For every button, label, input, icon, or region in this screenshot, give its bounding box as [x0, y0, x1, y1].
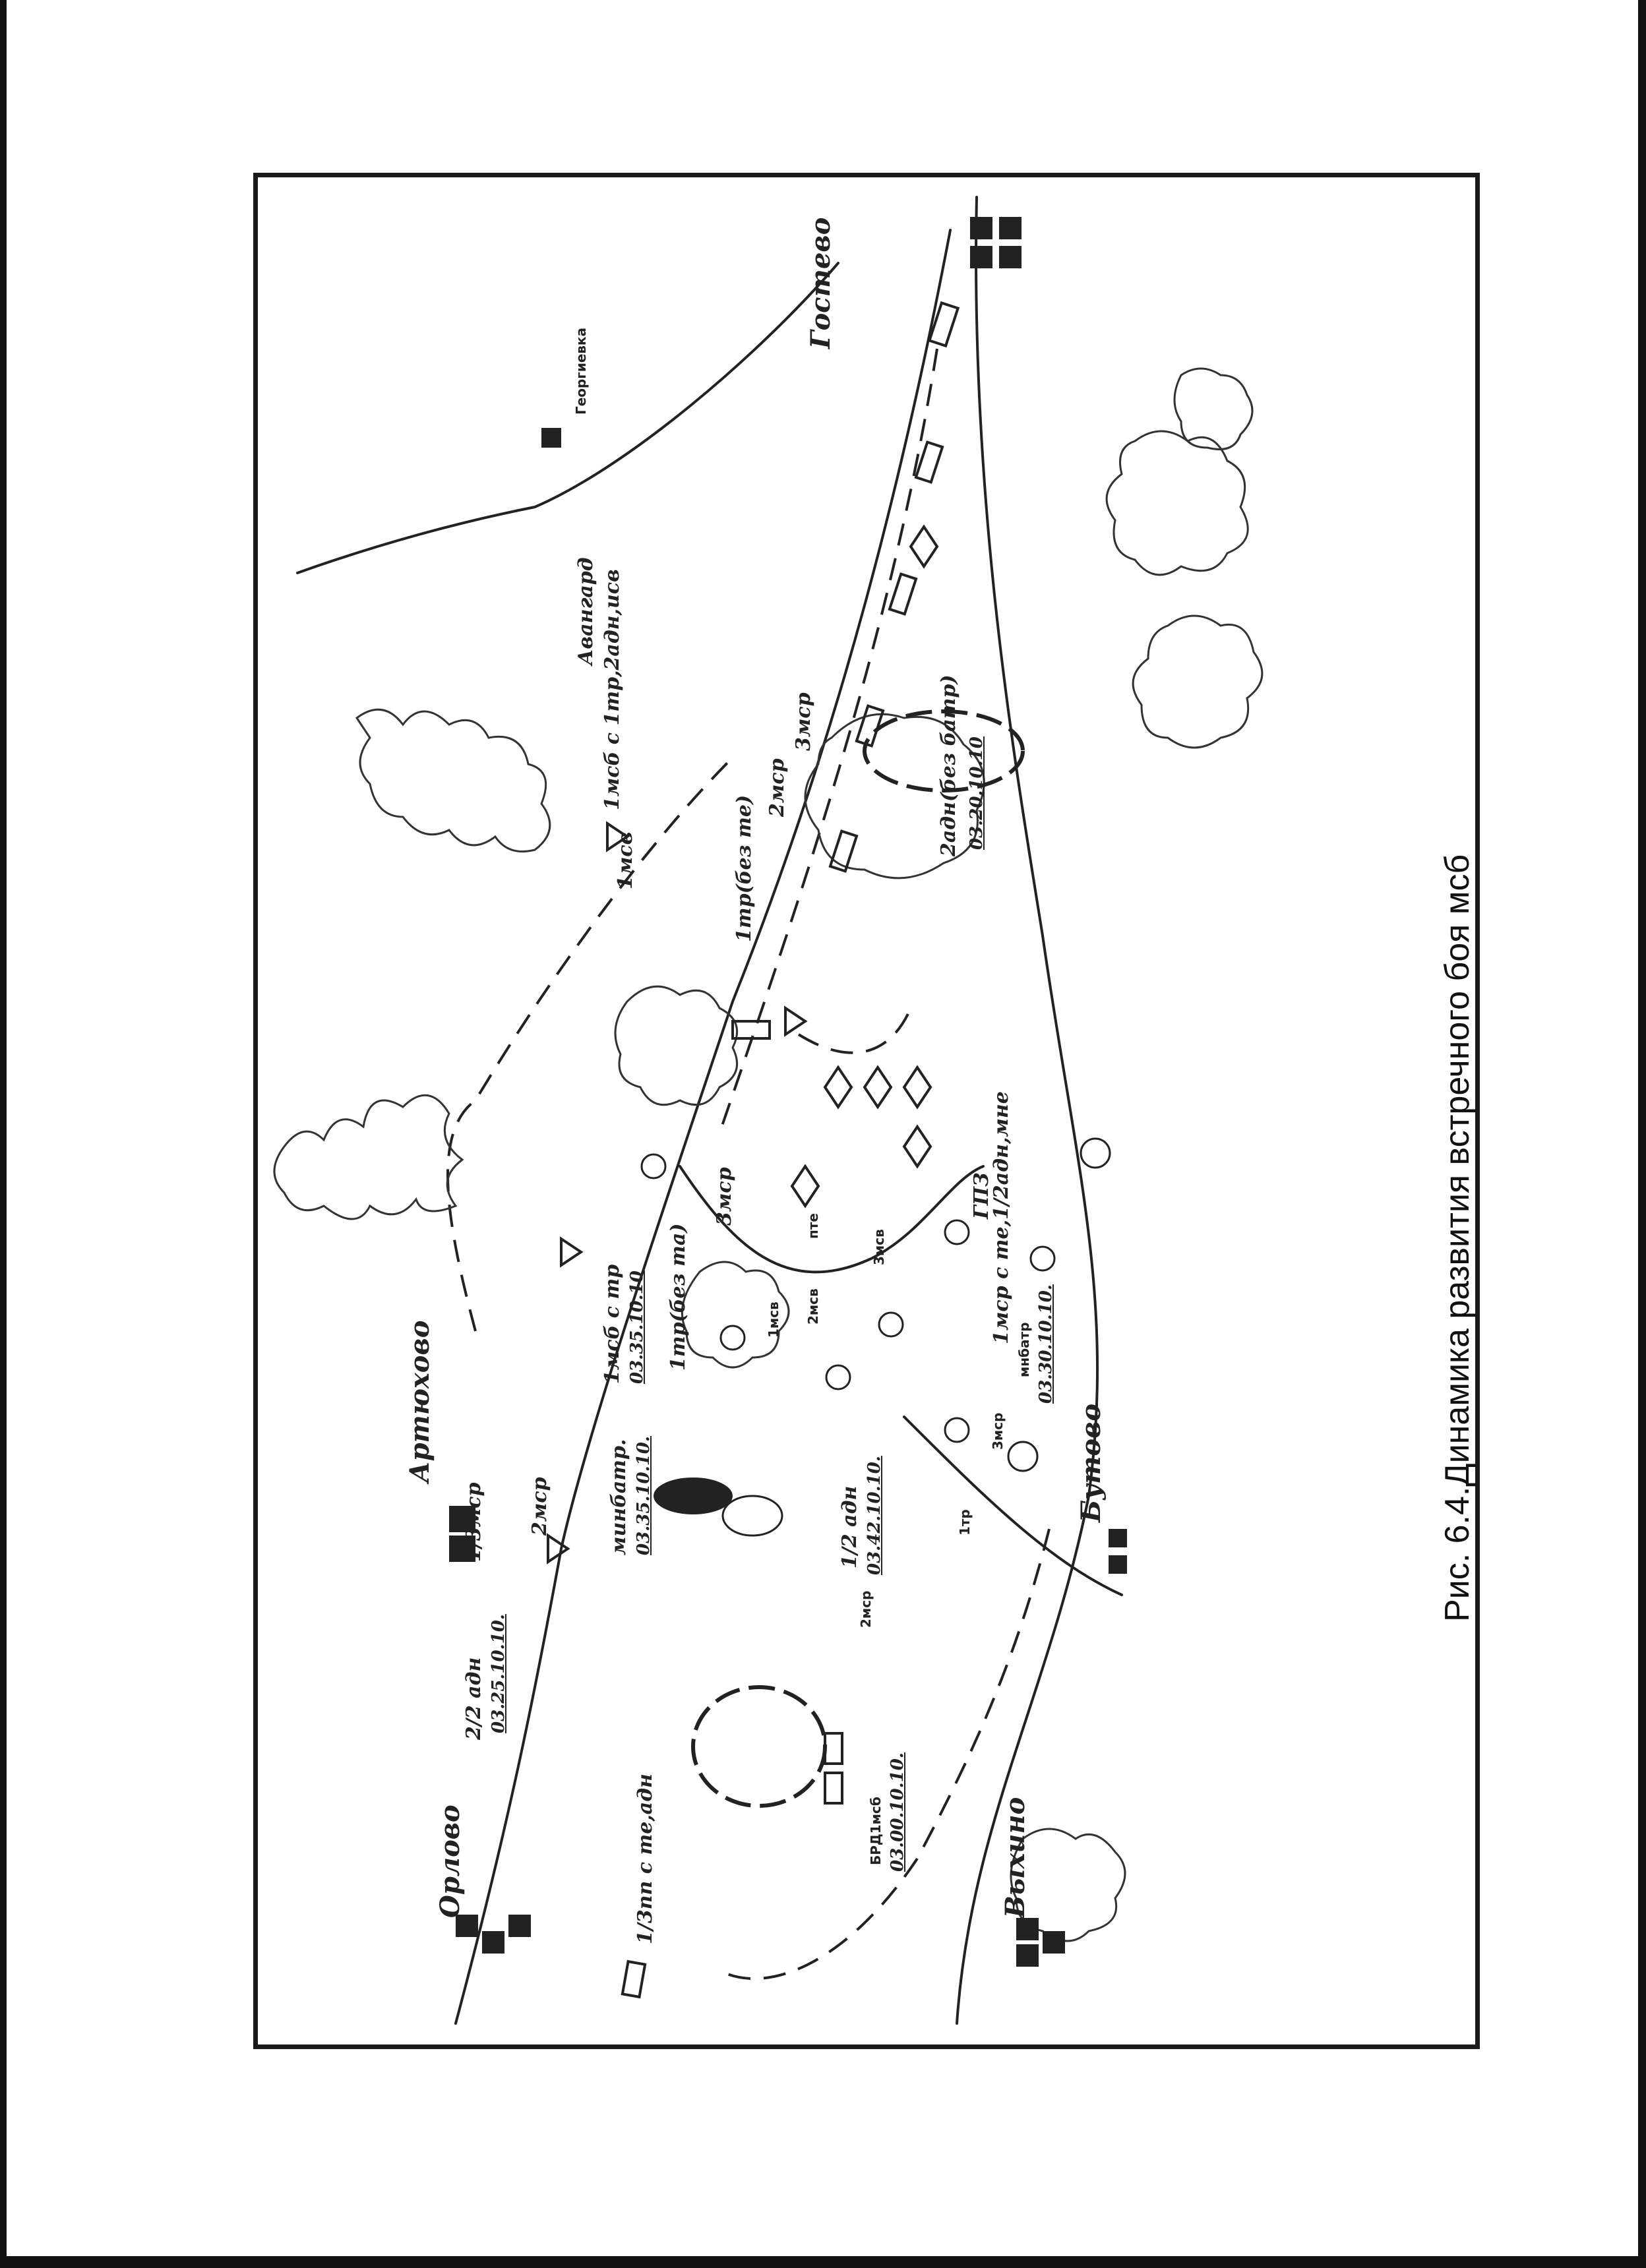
- fire-pos-7: [1081, 1139, 1110, 1168]
- forest-bottom-right: [1174, 369, 1252, 450]
- route-avangard: [719, 349, 937, 1133]
- road-main: [957, 197, 1097, 2023]
- label-adn2-2: 2/2 адн: [462, 1657, 485, 1740]
- forest-top: [274, 1095, 462, 1219]
- forest-right-top: [1107, 431, 1248, 575]
- label-time-brd: 03.00.10.10.: [888, 1752, 907, 1872]
- label-adn1-2: 1/2 адн: [838, 1485, 861, 1568]
- label-gpz: ГПЗ: [970, 1172, 993, 1219]
- village-vykhino-2: [1016, 1944, 1039, 1967]
- map-drawing: [258, 177, 1475, 2044]
- figure-caption: Рис. 6.4.Динамика развития встречного боя мсб: [1438, 854, 1477, 1622]
- marker-diamond-4: [865, 1067, 891, 1107]
- marker-avangard-1: [916, 442, 942, 483]
- fire-pos-2: [721, 1326, 745, 1350]
- label-gpz-composition: 1мср с те,1/2адн,мне: [990, 1091, 1013, 1344]
- marker-triangle-3: [785, 1008, 805, 1034]
- label-msv2: 2мсв: [805, 1288, 821, 1325]
- road-gostevo-orlovo: [456, 230, 950, 2023]
- village-vykhino-3: [1043, 1931, 1065, 1954]
- fire-pos-8: [945, 1418, 969, 1442]
- label-vykhino: Выхино: [1000, 1797, 1031, 1918]
- village-butovo-1: [1109, 1529, 1127, 1547]
- village-butovo-2: [1109, 1555, 1127, 1574]
- label-gostevo: Гостево: [805, 217, 836, 349]
- village-orlovo-1: [456, 1915, 478, 1937]
- marker-triangle-1: [548, 1536, 568, 1562]
- label-time-adn2: 03.20.10.10: [967, 736, 987, 850]
- marker-diamond-6: [792, 1166, 818, 1206]
- label-time-adn1-2: 03.42.10.10.: [865, 1456, 884, 1575]
- label-msr2-b: 2мср: [528, 1477, 551, 1536]
- marker-diamond-5: [825, 1067, 851, 1107]
- label-tr1-bez-ta: 1тр(без та): [667, 1223, 690, 1371]
- fire-pos-5: [945, 1220, 969, 1244]
- marker-triangle-2: [561, 1239, 581, 1265]
- village-gostevo-1: [970, 217, 992, 239]
- label-msv1: 1мсв: [614, 831, 637, 889]
- marker-diamond-3: [904, 1127, 930, 1166]
- label-msv1-b: 1мсв: [766, 1301, 781, 1338]
- route-upper-arc: [448, 758, 733, 1331]
- label-msr2: 2мср: [766, 758, 789, 817]
- blob-dark: [654, 1477, 733, 1514]
- label-msr3-c: 3мср: [990, 1412, 1006, 1450]
- fire-pos-9: [1008, 1442, 1037, 1471]
- label-pte: пте: [805, 1213, 821, 1239]
- fire-pos-4: [879, 1313, 903, 1336]
- right-scan-edge: [1638, 0, 1646, 2268]
- marker-brd-2: [825, 1773, 842, 1803]
- fire-pos-6: [1031, 1247, 1054, 1270]
- marker-diamond-1: [911, 527, 937, 566]
- label-time-minbatr: 03.35.10.10.: [634, 1436, 654, 1555]
- village-gostevo-3: [999, 246, 1021, 268]
- position-brd: [693, 1687, 825, 1806]
- village-orlovo-2: [482, 1931, 504, 1954]
- marker-avangard-2: [890, 574, 916, 614]
- label-time-msb1: 03.35.10.10: [627, 1270, 647, 1384]
- forest-right-mid: [1133, 616, 1262, 748]
- bottom-scan-edge: [0, 2256, 1646, 2268]
- forest-upper-strip: [357, 709, 550, 851]
- label-adn2-bez-batr: 2адн(без батр): [937, 674, 960, 856]
- label-avangard-composition: 1мсб с 1тр,2адн,исв: [601, 569, 624, 810]
- village-gostevo-2: [999, 217, 1021, 239]
- marker-brd-1: [825, 1733, 842, 1764]
- label-msr2-c: 2мср: [858, 1590, 874, 1628]
- label-mnbatr: мнбатр: [1016, 1322, 1032, 1377]
- marker-diamond-2: [904, 1067, 930, 1107]
- left-scan-edge: [0, 0, 7, 2268]
- label-tr1: 1тр: [957, 1509, 973, 1536]
- label-minbatr: минбатр.: [607, 1439, 630, 1555]
- village-gostevo-4: [970, 246, 992, 268]
- label-georgievka: Георгиевка: [573, 327, 589, 415]
- label-msr3-b: 3мср: [713, 1167, 736, 1226]
- route-center-arc: [799, 1008, 911, 1053]
- label-time-adn2-2: 03.25.10.10.: [489, 1614, 508, 1733]
- label-butovo: Бутово: [1076, 1403, 1107, 1522]
- village-georgievka: [541, 428, 561, 448]
- label-zpn: 1/3пп с те,адн: [634, 1774, 657, 1944]
- fire-pos-1: [642, 1154, 665, 1178]
- map-frame: [253, 173, 1480, 2049]
- label-artyukhovo: Артюхово: [404, 1320, 435, 1483]
- label-msr1-3: 1/3мср: [462, 1482, 485, 1562]
- oval-small: [723, 1496, 782, 1536]
- label-msr3: 3мср: [792, 692, 815, 751]
- label-msv3: 3мсв: [871, 1229, 887, 1265]
- label-brd: БРД1мсб: [868, 1797, 884, 1865]
- fire-pos-3: [826, 1365, 850, 1389]
- label-avangard: Авангард: [574, 557, 597, 665]
- label-orlovo: Орлово: [435, 1805, 466, 1918]
- road-upper: [297, 263, 838, 573]
- village-vykhino-1: [1016, 1918, 1039, 1940]
- village-orlovo-3: [508, 1915, 531, 1937]
- label-msb1-s-tr: 1мсб с тр: [601, 1264, 624, 1384]
- label-time-gpz: 03.30.10.10.: [1036, 1284, 1056, 1404]
- marker-orlovo-col: [623, 1961, 645, 1997]
- label-tr1-bez-te: 1тр(без те): [733, 794, 756, 942]
- marker-center-1: [733, 1021, 770, 1038]
